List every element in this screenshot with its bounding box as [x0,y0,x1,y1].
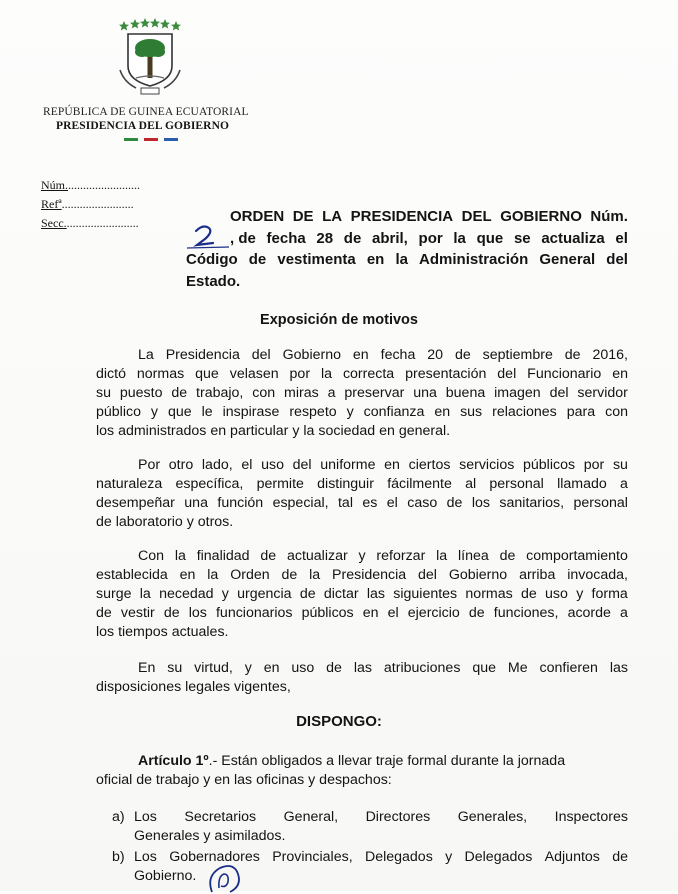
list-item-line: Generales y asimilados. [134,828,286,844]
word: y [244,660,252,676]
word: a [620,476,628,492]
word: en [263,660,280,676]
word: al [465,476,477,492]
ref-num-label: Núm. [41,178,68,192]
word: públicos [523,457,576,473]
title-line-1-word: DE [292,208,314,225]
word: La [138,347,154,363]
title-line-3-word: de [248,251,267,268]
word: vestir [120,605,155,621]
paragraph-3-line [96,585,628,604]
article-1 [96,752,628,790]
ref-ref-dots: ........................ [61,197,134,211]
word: de [299,586,316,602]
order-title [186,206,628,292]
word: respeto [289,404,337,420]
title-line-1-word: LA [322,208,343,225]
article-1-line-1 [96,752,628,771]
title-line-1-word: DEL [461,208,492,225]
word: Gobernadores [169,849,260,865]
word: las [609,660,628,676]
title-line-3-word: la [395,251,408,268]
title-line-1-word: ORDEN [230,208,285,225]
word: la [309,567,321,583]
word: las [366,586,385,602]
word: finalidad [196,548,250,564]
word: de [326,660,342,676]
title-line-2 [186,228,628,250]
title-line-2-word: , de [230,229,256,247]
word: Gobierno [448,567,508,583]
word: confianza [363,404,425,420]
title-line-2-word: 28 [316,229,334,247]
word: reforzar [376,548,426,564]
word: para [566,404,596,420]
word: de [468,605,485,621]
word: función [217,495,264,511]
word: caso [407,495,438,511]
word: y [445,849,453,865]
word: sus [460,404,483,420]
word: de [612,849,628,865]
word: ejercicio [407,605,460,621]
word: de [260,548,277,564]
title-line-1 [186,206,628,228]
word: Orden [230,567,270,583]
list-letter: b) [112,849,125,865]
paragraph-3-line [96,566,628,585]
title-line-1-word: GOBIERNO [500,208,582,225]
title-line-3-word: en [366,251,385,268]
word: personal [489,476,544,492]
word: virtud, [194,660,233,676]
word: imagen [494,385,541,401]
word: públicos [301,605,354,621]
word: forma [591,586,628,602]
word: en [434,404,451,420]
word: inspirase [222,404,280,420]
word: surge [96,586,132,602]
title-line-3-word: Código [186,251,238,268]
word: correcta [342,366,395,382]
word: por [583,457,605,473]
word: uniforme [320,457,376,473]
word: una [413,385,437,401]
word: una [184,495,208,511]
word: servicios [459,457,515,473]
title-line-3-word: General [539,251,596,268]
title-line-2-word: fecha [266,229,306,247]
paragraph-2-line [96,494,628,513]
title-line-4: Estado. [186,272,241,290]
word: del [549,385,569,401]
paragraph-2-line [96,475,628,494]
word: En [138,660,156,676]
paragraph-2-line: de laboratorio y otros. [96,514,234,530]
word: a [327,385,336,401]
word: servidor [577,385,628,401]
title-line-2-word: que [476,229,504,247]
word: y [150,404,159,420]
word: necedad [159,586,214,602]
word: urgencia [237,586,292,602]
word: y [221,586,229,602]
word: arriba [519,567,556,583]
word: con [252,385,276,401]
word: los [188,605,207,621]
word: en [179,567,196,583]
paragraph-4-line: disposiciones legales vigentes, [96,679,291,695]
word: Funcionario [527,366,602,382]
word: dictar [323,586,359,602]
flag-bar-green [124,138,138,141]
word: en [612,366,628,382]
word: la [139,586,151,602]
title-line-2-word: por [418,229,443,247]
word: permite [256,476,304,492]
word: Directores [365,809,431,825]
title-line-3-word: del [606,251,628,268]
word: establecida [96,567,168,583]
word: sanitarios, [499,495,565,511]
word: Presidencia [332,567,407,583]
word: de [171,385,188,401]
paragraph-1-line [96,403,628,422]
word: llamado [557,476,607,492]
paragraph-4-line [96,659,628,678]
flag-bar-red [144,138,158,141]
ref-sec-line [41,216,139,231]
word: presentación [405,366,487,382]
word: Provinciales, [272,849,353,865]
word: en [362,605,379,621]
word: 2016, [592,347,628,363]
word: relaciones [492,404,557,420]
word: de [564,347,581,363]
title-line-2-word: la [453,229,466,247]
word: que [472,660,496,676]
word: y [346,404,354,420]
word: Gobierno [282,347,341,363]
word: el [241,457,253,473]
word: línea [457,548,489,564]
flag-bar-blue [164,138,178,141]
word: el [386,495,398,511]
dispongo-heading: DISPONGO: [296,713,382,730]
word: de [281,567,298,583]
paragraph-2 [96,456,628,532]
word: General, [283,809,339,825]
paragraph-1-line [96,365,628,384]
title-line-2-word: abril, [371,229,408,247]
word: fecha [380,347,416,363]
word: normas [465,586,513,602]
title-line-2-word: de [343,229,362,247]
paragraph-1-line: los administrados en particular y la sociedad en general. [96,423,451,439]
word: a [620,605,628,621]
word: es [362,495,378,511]
flag-color-bars [124,138,180,141]
word: funciones, [493,605,559,621]
article-1-text-start: .- Están obligados a llevar traje formal durante la jornada [208,753,566,769]
word: del [251,347,271,363]
word: lado, [201,457,233,473]
paragraph-3-line [96,547,628,566]
word: personal [573,495,628,511]
word: con [605,404,628,420]
word: Delegados [364,849,433,865]
paragraph-2-line [96,456,628,475]
title-line-2-word: se [513,229,531,247]
word: de [163,605,180,621]
paragraph-3-line [96,604,628,623]
word: fácilmente [387,476,452,492]
ref-ref-label: Refª [41,197,62,211]
word: trabajo, [196,385,244,401]
word: buena [445,385,486,401]
word: especial, [272,495,329,511]
paragraph-1-line [96,346,628,365]
word: confieren [539,660,598,676]
title-line-1-word: PRESIDENCIA [350,208,454,225]
list-item-a [112,808,628,846]
paragraph-3 [96,547,628,642]
word: la [207,567,219,583]
word: desempeñar [96,495,175,511]
word: invocada, [567,567,628,583]
word: Delegados [464,849,533,865]
word: y [358,548,366,564]
word: la [436,548,448,564]
word: tal [337,495,353,511]
ref-sec-label: Secc. [41,216,67,230]
word: uso [545,586,568,602]
word: Inspectores [554,809,628,825]
word: dictó [96,366,126,382]
title-line-2-word: el [615,229,628,247]
word: del [292,457,312,473]
word: atribuciones [383,660,461,676]
paragraph-1-line [96,384,628,403]
word: la [174,548,186,564]
word: Por [138,457,161,473]
word: público [96,404,141,420]
section-heading: Exposición de motivos [260,312,418,328]
word: ciertos [408,457,451,473]
word: de [499,548,516,564]
word: de [454,347,471,363]
word: siguientes [393,586,458,602]
presidency-label: PRESIDENCIA DEL GOBIERNO [56,120,230,132]
word: septiembre [482,347,553,363]
title-line-3-word: Administración [419,251,529,268]
list-item-b [112,848,628,886]
word: las [353,660,372,676]
ref-ref-line [41,197,134,212]
word: el [387,605,399,621]
word: del [418,567,437,583]
paragraph-4 [96,659,628,697]
paragraph-3-line: los tiempos actuales. [96,624,229,640]
word: actualizar [286,548,348,564]
paragraph-1 [96,346,628,441]
word: distinguir [317,476,374,492]
word: uso [261,457,284,473]
word: que [195,366,219,382]
title-line-1-word: Núm. [590,208,628,225]
list-item-text [134,808,628,846]
word: los [471,495,490,511]
word: preservar [344,385,405,401]
article-1-label: Artículo 1º [138,753,209,769]
word: miras [284,385,319,401]
ref-sec-dots: ........................ [66,216,139,230]
ref-num-dots: ........................ [68,178,140,192]
word: acorde [567,605,611,621]
handwritten-circle-mark [204,864,244,894]
word: uso [291,660,315,676]
article-1-line-2: oficial de trabajo y en las oficinas y despachos: [96,772,392,788]
title-line-2-word: actualiza [541,229,605,247]
list-letter: a) [112,809,125,825]
word: del [497,366,517,382]
word: Generales, [457,809,528,825]
word: su [612,457,628,473]
word: de [446,495,463,511]
word: de [521,586,537,602]
title-line-3-word: vestimenta [277,251,356,268]
title-line-3 [186,249,628,271]
list-item-line [134,808,628,827]
list-item-line: Gobierno. [134,868,197,884]
word: Secretarios [184,809,257,825]
coat-of-arms-icon [114,14,186,96]
republic-label: REPÚBLICA DE GUINEA ECUATORIAL [43,106,249,118]
word: Me [507,660,528,676]
word: la [320,366,333,382]
word: le [201,404,213,420]
word: en [352,347,369,363]
word: su [96,385,111,401]
word: por [289,366,311,382]
word: normas [136,366,185,382]
ref-num-line [41,178,140,193]
word: que [167,404,192,420]
word: naturaleza [96,476,163,492]
word: en [384,457,400,473]
word: de [96,605,112,621]
word: Adjuntos [544,849,600,865]
word: puesto [119,385,163,401]
word: su [167,660,183,676]
word: Los [134,809,157,825]
word: y [576,586,584,602]
word: funcionarios [215,605,293,621]
word: 20 [427,347,444,363]
word: Presidencia [165,347,240,363]
word: otro [168,457,194,473]
word: Con [138,548,165,564]
word: comportamiento [526,548,628,564]
word: velasen [229,366,279,382]
word: específica, [175,476,244,492]
word: Los [134,849,157,865]
